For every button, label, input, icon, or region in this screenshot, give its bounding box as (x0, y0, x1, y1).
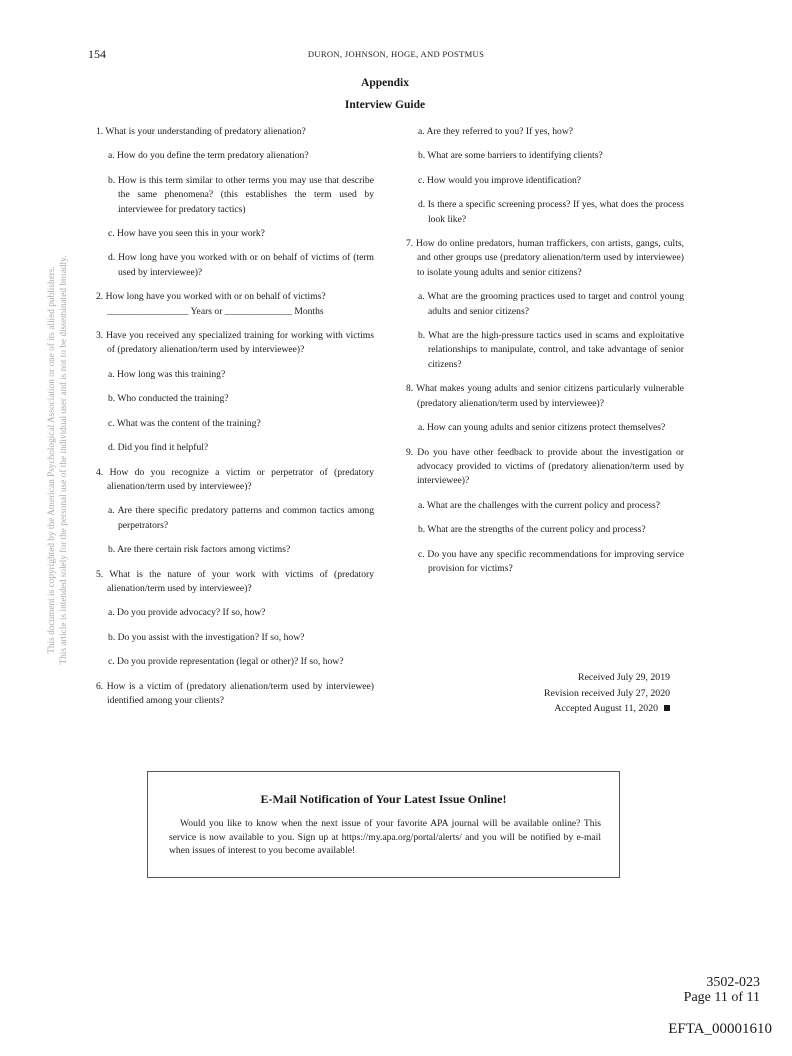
question-1b: b. How is this term similar to other terms you may use that describe the same phenomena? (this establishes the term used by interviewee for predatory tactics) (108, 174, 374, 215)
question-7b: b. What are the high-pressure tactics used in scams and exploitative relationships to manipulate, control, and take advantage of senior citizens? (418, 330, 684, 370)
question-4a: a. Are there specific predatory patterns and common tactics among perpetrators? (108, 505, 374, 531)
question-1c: c. How have you seen this in your work? (108, 228, 265, 240)
question-2: 2. How long have you worked with or on behalf of victims? (96, 291, 326, 303)
question-5c: c. Do you provide representation (legal or other)? If so, how? (108, 656, 344, 668)
question-1a: a. How do you define the term predatory alienation? (108, 150, 309, 162)
page-of: Page 11 of 11 (683, 990, 760, 1005)
doc-code: 3502-023 (706, 975, 760, 990)
right-column (406, 125, 684, 586)
question-4: 4. How do you recognize a victim or perpetrator of (predatory alienation/term used by interviewee)? (96, 466, 374, 492)
footer-document-id (684, 975, 760, 1005)
notice-title: E-Mail Notification of Your Latest Issue Online! (260, 792, 507, 806)
efta-number: EFTA_00001610 (668, 1021, 772, 1037)
question-9: 9. Do you have other feedback to provide about the investigation or advocacy provided to victims of (predatory alienation/term used by interviewee)? (406, 446, 684, 487)
question-7a: a. What are the grooming practices used to target and control young adults and senior citizens? (418, 291, 684, 317)
question-1d: d. How long have you worked with or on behalf of victims of (term used by interviewee)? (108, 252, 374, 278)
accepted-date: Accepted August 11, 2020 (554, 703, 658, 715)
question-3: 3. Have you received any specialized training for working with victims of (predatory alienation/term used by interviewee)? (96, 330, 374, 356)
notice-body: Would you like to know when the next issue of your favorite APA journal will be available online? This service is now available to you. Sign up at https://my.apa.org/portal/alerts/ and you will be notified by e-mail when issues of interest to you become available! (169, 818, 601, 857)
question-3d: d. Did you find it helpful? (108, 442, 209, 454)
appendix-title: Appendix (361, 77, 409, 89)
page-number: 154 (88, 47, 106, 61)
question-6b: b. What are some barriers to identifying clients? (418, 150, 603, 162)
question-7: 7. How do online predators, human traffickers, con artists, gangs, cults, and other groups use (predatory alienation/term used by interviewee) to isolate young adults and senior citizens? (406, 238, 684, 278)
question-1: 1. What is your understanding of predatory alienation? (96, 126, 306, 137)
question-4b: b. Are there certain risk factors among victims? (108, 544, 291, 556)
question-3c: c. What was the content of the training? (108, 417, 261, 429)
left-column (96, 125, 374, 718)
question-6c: c. How would you improve identification? (418, 174, 582, 186)
question-9c: c. Do you have any specific recommendations for improving service provision for victims? (418, 548, 684, 574)
question-3b: b. Who conducted the training? (108, 393, 229, 405)
running-head: DURON, JOHNSON, HOGE, AND POSTMUS (307, 49, 485, 59)
copyright-line-2: This article is intended solely for the personal use of the individual user and is not to be disseminated broadly. (59, 255, 69, 665)
question-5a: a. Do you provide advocacy? If so, how? (108, 607, 266, 619)
copyright-sidebar (46, 256, 70, 665)
question-6a: a. Are they referred to you? If yes, how? (418, 126, 574, 137)
question-9a: a. What are the challenges with the current policy and process? (418, 499, 660, 511)
end-of-article-mark (664, 705, 670, 711)
accepted-date-line (470, 701, 670, 717)
question-8a: a. How can young adults and senior citizens protect themselves? (418, 422, 666, 434)
revision-date: Revision received July 27, 2020 (544, 687, 670, 699)
question-5b: b. Do you assist with the investigation? If so, how? (108, 631, 305, 643)
question-2-blank: _________________ Years or ______________ Months (107, 305, 324, 317)
question-3a: a. How long was this training? (108, 368, 226, 380)
question-9b: b. What are the strengths of the current policy and process? (418, 524, 646, 536)
question-5: 5. What is the nature of your work with victims of (predatory alienation/term used by interviewee)? (96, 568, 374, 594)
received-date: Received July 29, 2019 (578, 672, 670, 683)
interview-guide-title: Interview Guide (344, 99, 426, 111)
copyright-line-1: This document is copyrighted by the American Psychological Association or one of its allied publishers. (47, 266, 57, 654)
question-6d: d. Is there a specific screening process? If yes, what does the process look like? (418, 199, 684, 225)
question-6: 6. How is a victim of (predatory alienation/term used by interviewee) identified among your clients? (96, 680, 374, 706)
publication-dates (470, 670, 670, 717)
question-8: 8. What makes young adults and senior citizens particularly vulnerable (predatory alienation/term used by interviewee)? (406, 383, 684, 409)
email-notification-box (147, 771, 620, 878)
